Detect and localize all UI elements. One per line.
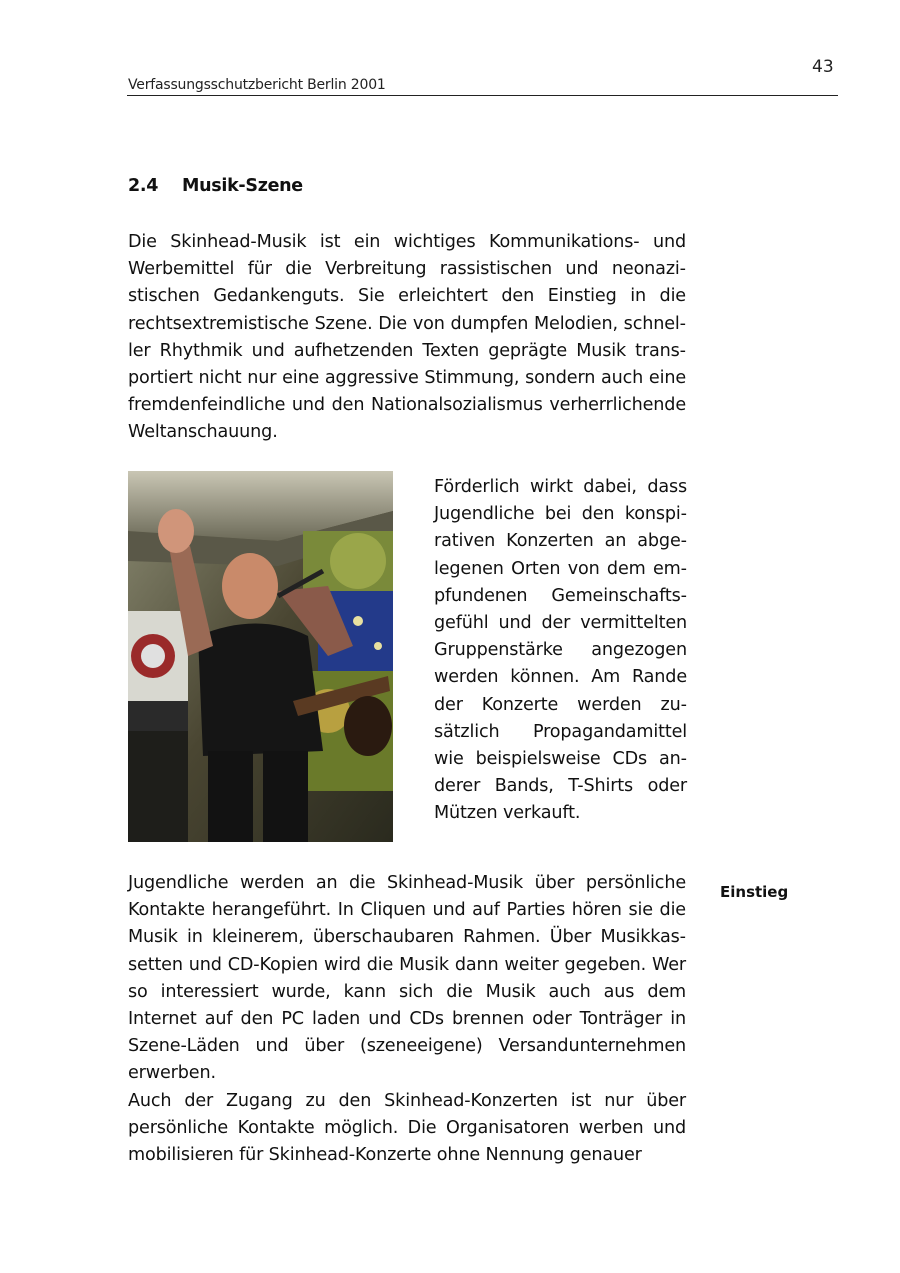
paragraph-einstieg: Jugendliche werden an die Skinhead-Musik über persönliche Kontakte herangeführt. In Cliquen und auf Parties hören sie die Musik in kleinerem, überschaubaren Rahmen. Über Musikkassetten und CD-Kopien wird die Musik dann weiter gegeben. Wer so interessiert wurde, kann sich die Musik auch aus dem Internet auf den PC laden und CDs brennen oder Tonträger in Szene-Läden und über (szeneeigene) Versandunternehmen erwerben. bbox=[128, 873, 686, 1084]
section-number: 2.4 bbox=[128, 176, 159, 196]
paragraph-access: Auch der Zugang zu den Skinhead-Konzerten ist nur über persönliche Kontakte möglich. Die Organisatoren werben und mobilisieren für Skinhead-Konzerte ohne Nennung genauer bbox=[128, 1091, 686, 1166]
margin-note-einstieg: Einstieg bbox=[720, 883, 789, 901]
paragraph-intro: Die Skinhead-Musik ist ein wichtiges Kommunikations- und Werbemittel für die Verbreitung rassistischen und neonazistischen Gedankenguts. Sie erleichtert den Einstieg in die rechtsextremistische Szene. Die von dumpfen Melodien, schneller Rhythmik und aufhetzenden Texten geprägte Musik transportiert nicht nur eine aggressive Stimmung, sondern auch eine fremdenfeindliche und den Nationalsozialismus verherrlichende Weltanschauung. bbox=[128, 232, 686, 443]
page-number: 43 bbox=[812, 57, 834, 77]
header-rule bbox=[127, 95, 838, 96]
section-title: Musik-Szene bbox=[182, 176, 303, 196]
section-heading bbox=[128, 176, 303, 196]
running-header: Verfassungsschutzbericht Berlin 2001 bbox=[128, 77, 386, 93]
concert-photo bbox=[128, 471, 393, 842]
paragraph-concerts: Förderlich wirkt dabei, dass Jugendliche bei den konspirativen Konzerten an abgelegenen Orten von dem empfundenen Gemeinschaftsgefühl und der vermittelten Gruppenstärke angezogen werden können. Am Rande der Konzerte werden zusätzlich Propagandamittel wie beispielsweise CDs anderer Bands, T-Shirts oder Mützen verkauft. bbox=[434, 477, 687, 824]
